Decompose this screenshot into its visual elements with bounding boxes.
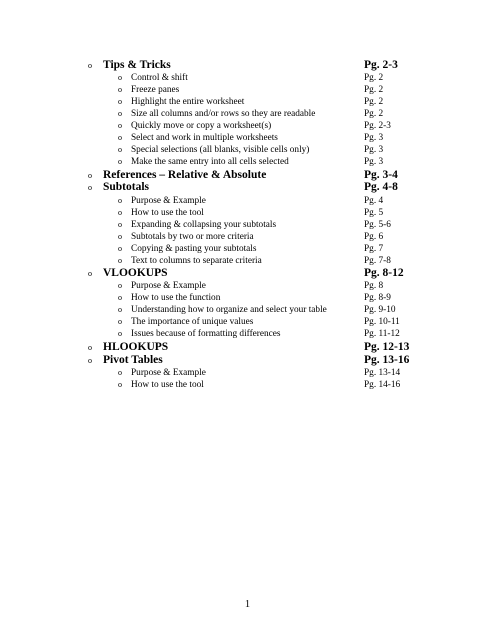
toc-section bbox=[0, 354, 495, 366]
toc-subsection bbox=[0, 231, 495, 243]
toc-entry-title: How to use the tool bbox=[131, 208, 204, 218]
toc-entry-page: Pg. 4 bbox=[364, 196, 384, 206]
bullet-icon: o bbox=[118, 329, 122, 338]
toc-entry-page: Pg. 14-16 bbox=[364, 380, 401, 390]
toc-subsection bbox=[0, 195, 495, 207]
toc-entry-title: HLOOKUPS bbox=[103, 341, 169, 353]
toc-entry-title: Select and work in multiple worksheets bbox=[131, 133, 278, 143]
toc-subsection bbox=[0, 219, 495, 231]
toc-subsection bbox=[0, 292, 495, 304]
toc-subsection bbox=[0, 379, 495, 391]
toc-entry-title: Purpose & Example bbox=[131, 368, 206, 378]
toc-entry-title: Issues because of formatting differences bbox=[131, 329, 281, 339]
toc-entry-page: Pg. 9-10 bbox=[364, 305, 396, 315]
bullet-icon: o bbox=[118, 196, 122, 205]
toc-subsection bbox=[0, 96, 495, 108]
toc-section bbox=[0, 181, 495, 193]
toc-entry-title: How to use the function bbox=[131, 293, 221, 303]
toc-section bbox=[0, 169, 495, 181]
bullet-icon: o bbox=[88, 343, 92, 352]
bullet-icon: o bbox=[88, 61, 92, 70]
bullet-icon: o bbox=[118, 232, 122, 241]
bullet-icon: o bbox=[118, 317, 122, 326]
toc-subsection bbox=[0, 84, 495, 96]
toc-entry-title: Text to columns to separate criteria bbox=[131, 256, 262, 266]
bullet-icon: o bbox=[118, 121, 122, 130]
bullet-icon: o bbox=[118, 208, 122, 217]
toc-entry-title: Highlight the entire worksheet bbox=[131, 97, 245, 107]
toc-subsection bbox=[0, 72, 495, 84]
bullet-icon: o bbox=[118, 145, 122, 154]
toc-entry-page: Pg. 2 bbox=[364, 97, 384, 107]
toc-subsection bbox=[0, 367, 495, 379]
bullet-icon: o bbox=[88, 269, 92, 278]
bullet-icon: o bbox=[118, 109, 122, 118]
bullet-icon: o bbox=[118, 244, 122, 253]
bullet-icon: o bbox=[118, 305, 122, 314]
toc-entry-page: Pg. 7 bbox=[364, 244, 384, 254]
toc-subsection bbox=[0, 207, 495, 219]
toc-entry-title: VLOOKUPS bbox=[103, 267, 168, 279]
toc-section bbox=[0, 59, 495, 71]
toc-entry-title: Pivot Tables bbox=[103, 354, 163, 366]
toc-entry-title: Special selections (all blanks, visible cells only) bbox=[131, 145, 310, 155]
toc-entry-title: Purpose & Example bbox=[131, 281, 206, 291]
toc-entry-page: Pg. 8 bbox=[364, 281, 384, 291]
toc-entry-page: Pg. 2 bbox=[364, 109, 384, 119]
bullet-icon: o bbox=[118, 85, 122, 94]
toc-entry-page: Pg. 7-8 bbox=[364, 256, 391, 266]
toc-entry-page: Pg. 3 bbox=[364, 133, 384, 143]
toc-entry-title: References – Relative & Absolute bbox=[103, 169, 267, 181]
toc-entry-title: The importance of unique values bbox=[131, 317, 254, 327]
toc-entry-page: Pg. 6 bbox=[364, 232, 384, 242]
toc-entry-title: Copying & pasting your subtotals bbox=[131, 244, 257, 254]
toc-entry-page: Pg. 8-12 bbox=[364, 267, 404, 279]
toc-entry-page: Pg. 3 bbox=[364, 145, 384, 155]
toc-entry-page: Pg. 2 bbox=[364, 85, 384, 95]
toc-subsection bbox=[0, 132, 495, 144]
toc-subsection bbox=[0, 144, 495, 156]
bullet-icon: o bbox=[118, 368, 122, 377]
toc-subsection bbox=[0, 243, 495, 255]
bullet-icon: o bbox=[88, 171, 92, 180]
toc-entry-page: Pg. 3-4 bbox=[364, 169, 398, 181]
toc-subsection bbox=[0, 108, 495, 120]
bullet-icon: o bbox=[118, 73, 122, 82]
toc-entry-page: Pg. 12-13 bbox=[364, 341, 410, 353]
bullet-icon: o bbox=[118, 293, 122, 302]
toc-entry-page: Pg. 13-16 bbox=[364, 354, 410, 366]
toc-entry-page: Pg. 4-8 bbox=[364, 181, 398, 193]
toc-entry-page: Pg. 5 bbox=[364, 208, 384, 218]
toc-subsection bbox=[0, 304, 495, 316]
toc-subsection bbox=[0, 328, 495, 340]
bullet-icon: o bbox=[88, 183, 92, 192]
toc-entry-page: Pg. 5-6 bbox=[364, 220, 391, 230]
page-number: 1 bbox=[244, 599, 251, 610]
toc-entry-title: Make the same entry into all cells selected bbox=[131, 157, 289, 167]
toc-entry-title: Subtotals by two or more criteria bbox=[131, 232, 254, 242]
bullet-icon: o bbox=[118, 133, 122, 142]
toc-entry-title: Quickly move or copy a worksheet(s) bbox=[131, 121, 272, 131]
toc-entry-title: Tips & Tricks bbox=[103, 59, 171, 71]
toc-entry-page: Pg. 11-12 bbox=[364, 329, 400, 339]
bullet-icon: o bbox=[118, 97, 122, 106]
toc-entry-title: How to use the tool bbox=[131, 380, 204, 390]
toc-subsection bbox=[0, 280, 495, 292]
bullet-icon: o bbox=[118, 256, 122, 265]
toc-entry-page: Pg. 2-3 bbox=[364, 59, 398, 71]
toc-entry-title: Control & shift bbox=[131, 73, 188, 83]
toc-entry-title: Size all columns and/or rows so they are readable bbox=[131, 109, 316, 119]
bullet-icon: o bbox=[118, 157, 122, 166]
bullet-icon: o bbox=[118, 220, 122, 229]
toc-entry-page: Pg. 2 bbox=[364, 73, 384, 83]
bullet-icon: o bbox=[118, 281, 122, 290]
toc-entry-page: Pg. 3 bbox=[364, 157, 384, 167]
toc-entry-page: Pg. 2-3 bbox=[364, 121, 391, 131]
toc-entry-page: Pg. 10-11 bbox=[364, 317, 400, 327]
bullet-icon: o bbox=[88, 356, 92, 365]
toc-subsection bbox=[0, 156, 495, 168]
toc-subsection bbox=[0, 316, 495, 328]
toc-entry-title: Purpose & Example bbox=[131, 196, 206, 206]
bullet-icon: o bbox=[118, 380, 122, 389]
toc-section bbox=[0, 341, 495, 353]
toc-subsection bbox=[0, 120, 495, 132]
toc-entry-title: Freeze panes bbox=[131, 85, 180, 95]
toc-subsection bbox=[0, 255, 495, 267]
toc-entry-title: Expanding & collapsing your subtotals bbox=[131, 220, 277, 230]
toc-entry-title: Understanding how to organize and select your table bbox=[131, 305, 327, 315]
toc-entry-page: Pg. 8-9 bbox=[364, 293, 391, 303]
toc-entry-title: Subtotals bbox=[103, 181, 150, 193]
toc-section bbox=[0, 267, 495, 279]
toc-entry-page: Pg. 13-14 bbox=[364, 368, 401, 378]
